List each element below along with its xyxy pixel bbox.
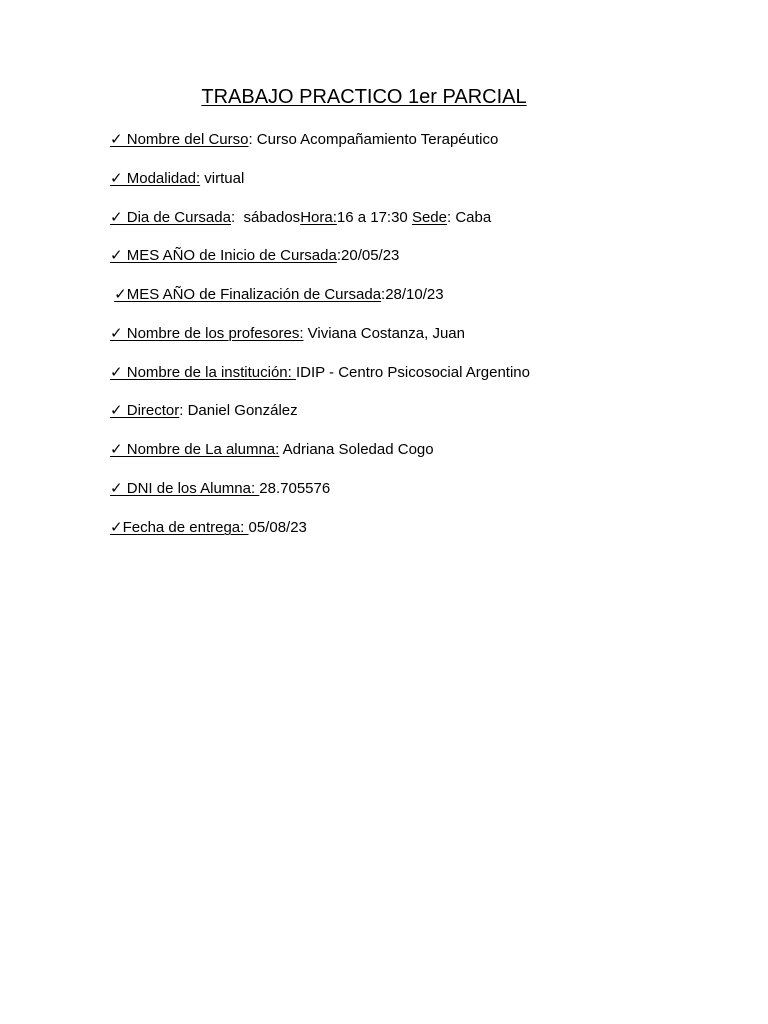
field-director-label: ✓ Director bbox=[110, 402, 180, 419]
field-modalidad-label: ✓ Modalidad: bbox=[110, 170, 201, 187]
field-modalidad-value: virtual bbox=[200, 170, 245, 187]
field-finalizacion-label: ✓MES AÑO de Finalización de Cursada bbox=[114, 286, 382, 303]
field-cursada-label: ✓ Dia de Cursada bbox=[110, 209, 231, 226]
field-dni-value: 28.705576 bbox=[259, 480, 331, 497]
field-sede-label: Sede bbox=[411, 209, 447, 226]
field-finalizacion-value: :28/10/23 bbox=[381, 286, 444, 303]
field-alumna-label: ✓ Nombre de La alumna: bbox=[110, 441, 280, 458]
field-institucion-label: ✓ Nombre de la institución: bbox=[110, 364, 296, 381]
field-curso bbox=[110, 130, 498, 150]
field-cursada-value: : sábados bbox=[230, 209, 301, 226]
document-title: TRABAJO PRACTICO 1er PARCIAL bbox=[201, 86, 527, 108]
field-director bbox=[110, 401, 298, 421]
field-entrega-value: 05/08/23 bbox=[248, 519, 307, 536]
field-modalidad bbox=[110, 169, 244, 189]
field-inicio bbox=[110, 246, 399, 266]
field-profesores-label: ✓ Nombre de los profesores: bbox=[110, 325, 304, 342]
field-hora-label: Hora: bbox=[300, 209, 337, 226]
field-director-value: : Daniel González bbox=[179, 402, 298, 419]
field-finalizacion bbox=[110, 285, 444, 305]
field-institucion-value: IDIP - Centro Psicosocial Argentino bbox=[295, 364, 530, 381]
field-alumna bbox=[110, 440, 434, 460]
field-entrega bbox=[110, 518, 307, 538]
field-dni bbox=[110, 479, 330, 499]
field-hora-value: 16 a 17:30 bbox=[336, 209, 412, 226]
field-dni-label: ✓ DNI de los Alumna: bbox=[110, 480, 260, 497]
field-institucion bbox=[110, 363, 530, 383]
field-cursada bbox=[110, 208, 491, 228]
field-profesores bbox=[110, 324, 465, 344]
field-curso-label: ✓ Nombre del Curso bbox=[110, 131, 249, 148]
field-profesores-value: Viviana Costanza, Juan bbox=[303, 325, 465, 342]
field-entrega-label: ✓Fecha de entrega: bbox=[110, 519, 249, 536]
field-sede-value: : Caba bbox=[447, 209, 492, 226]
field-inicio-label: ✓ MES AÑO de Inicio de Cursada bbox=[110, 247, 337, 264]
field-inicio-value: :20/05/23 bbox=[336, 247, 400, 264]
field-alumna-value: Adriana Soledad Cogo bbox=[279, 441, 434, 458]
field-curso-value: : Curso Acompañamiento Terapéutico bbox=[248, 131, 499, 148]
